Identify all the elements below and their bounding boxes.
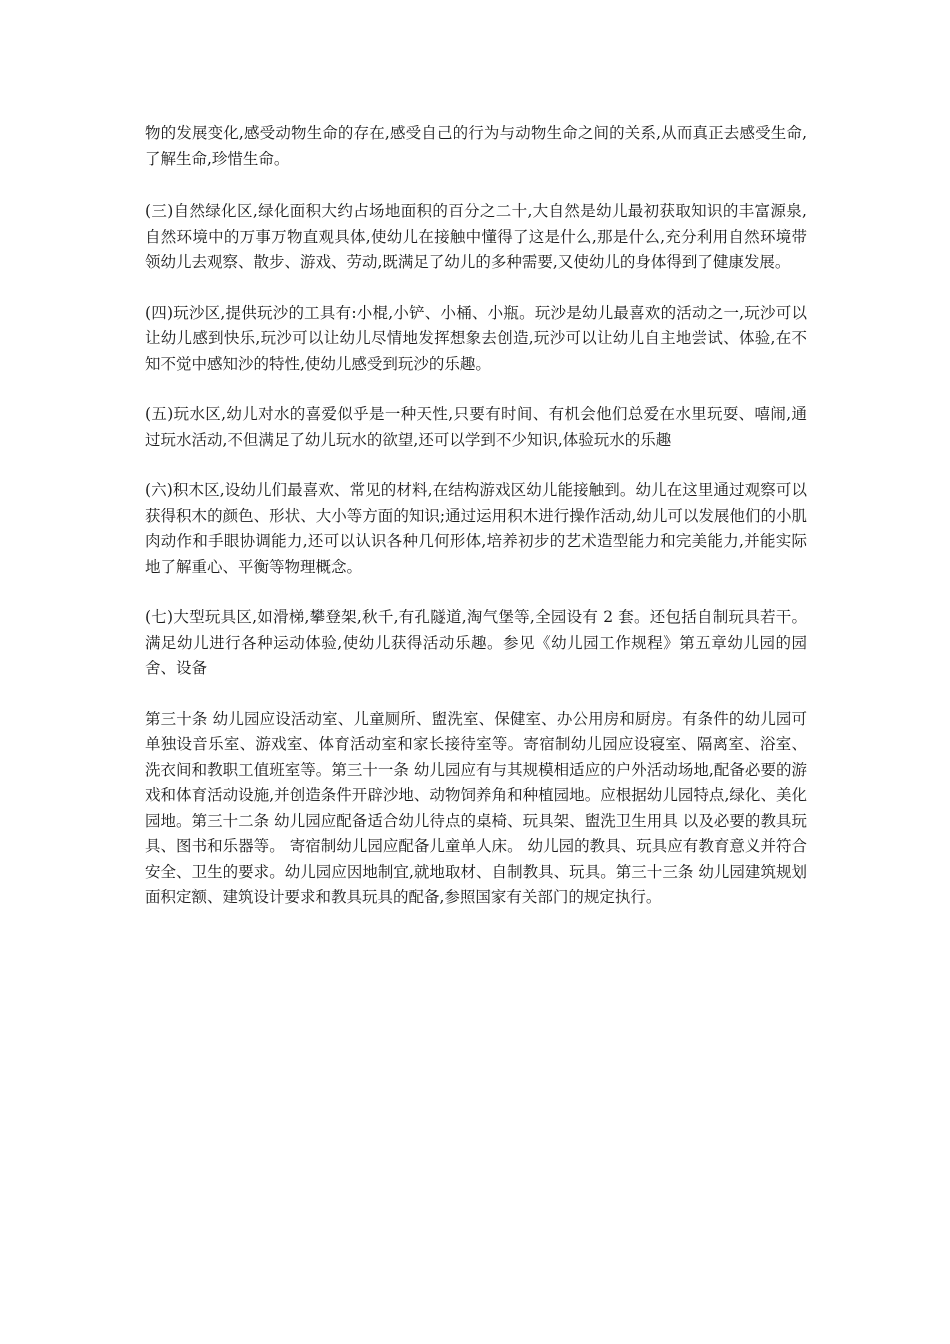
paragraph-regulations: 第三十条 幼儿园应设活动室、儿童厕所、盥洗室、保健室、办公用房和厨房。有条件的幼儿园可单独设音乐室、游戏室、体育活动室和家长接待室等。寄宿制幼儿园应设寝室、隔离室、浴室、洗衣间和教职工值班室等。第三十一条 幼儿园应有与其规模相适应的户外活动场地,配备必要的游戏和体育活动设施,并创造条件开辟沙地、动物饲养角和种植园地。应根据幼儿园特点,绿化、美化园地。第三十二条 幼儿园应配备适合幼儿待点的桌椅、玩具架、盥洗卫生用具 以及必要的教具玩具、图书和乐器等。 寄宿制幼儿园应配备儿童单人床。 幼儿园的教具、玩具应有教育意义并符合安全、卫生的要求。幼儿园应因地制宜,就地取材、自制教具、玩具。第三十三条 幼儿园建筑规划面积定额、建筑设计要求和教具玩具的配备,参照国家有关部门的规定执行。 [145, 709, 807, 906]
paragraph-water-play-area: (五)玩水区,幼儿对水的喜爱似乎是一种天性,只要有时间、有机会他们总爱在水里玩耍、嘻闹,通过玩水活动,不但满足了幼儿玩水的欲望,还可以学到不少知识,体验玩水的乐趣 [145, 405, 807, 449]
paragraph-large-toys-area: (七)大型玩具区,如滑梯,攀登架,秋千,有孔隧道,淘气堡等,全园设有 2 套。还包括自制玩具若干。满足幼儿进行各种运动体验,使幼儿获得活动乐趣。参见《幼儿园工作规程》第五章幼儿园的园舍、设备 [145, 608, 807, 677]
paragraph-animal-life: 物的发展变化,感受动物生命的存在,感受自己的行为与动物生命之间的关系,从而真正去感受生命,了解生命,珍惜生命。 [145, 124, 807, 168]
paragraph-sand-play-area: (四)玩沙区,提供玩沙的工具有:小棍,小铲、小桶、小瓶。玩沙是幼儿最喜欢的活动之一,玩沙可以让幼儿感到快乐,玩沙可以让幼儿尽情地发挥想象去创造,玩沙可以让幼儿自主地尝试、体验,在不知不觉中感知沙的特性,使幼儿感受到玩沙的乐趣。 [145, 303, 807, 373]
paragraph-building-blocks-area: (六)积木区,设幼儿们最喜欢、常见的材料,在结构游戏区幼儿能接触到。幼儿在这里通过观察可以获得积木的颜色、形状、大小等方面的知识;通过运用积木进行操作活动,幼儿可以发展他们的小肌肉动作和手眼协调能力,还可以认识各种几何形体,培养初步的艺术造型能力和完美能力,并能实际地了解重心、平衡等物理概念。 [145, 481, 807, 576]
paragraph-nature-green-area: (三)自然绿化区,绿化面积大约占场地面积的百分之二十,大自然是幼儿最初获取知识的丰富源泉,自然环境中的万事万物直观具体,使幼儿在接触中懂得了这是什么,那是什么,充分利用自然环境带领幼儿去观察、散步、游戏、劳动,既满足了幼儿的多种需要,又使幼儿的身体得到了健康发展。 [145, 202, 807, 271]
document-page [145, 121, 807, 936]
